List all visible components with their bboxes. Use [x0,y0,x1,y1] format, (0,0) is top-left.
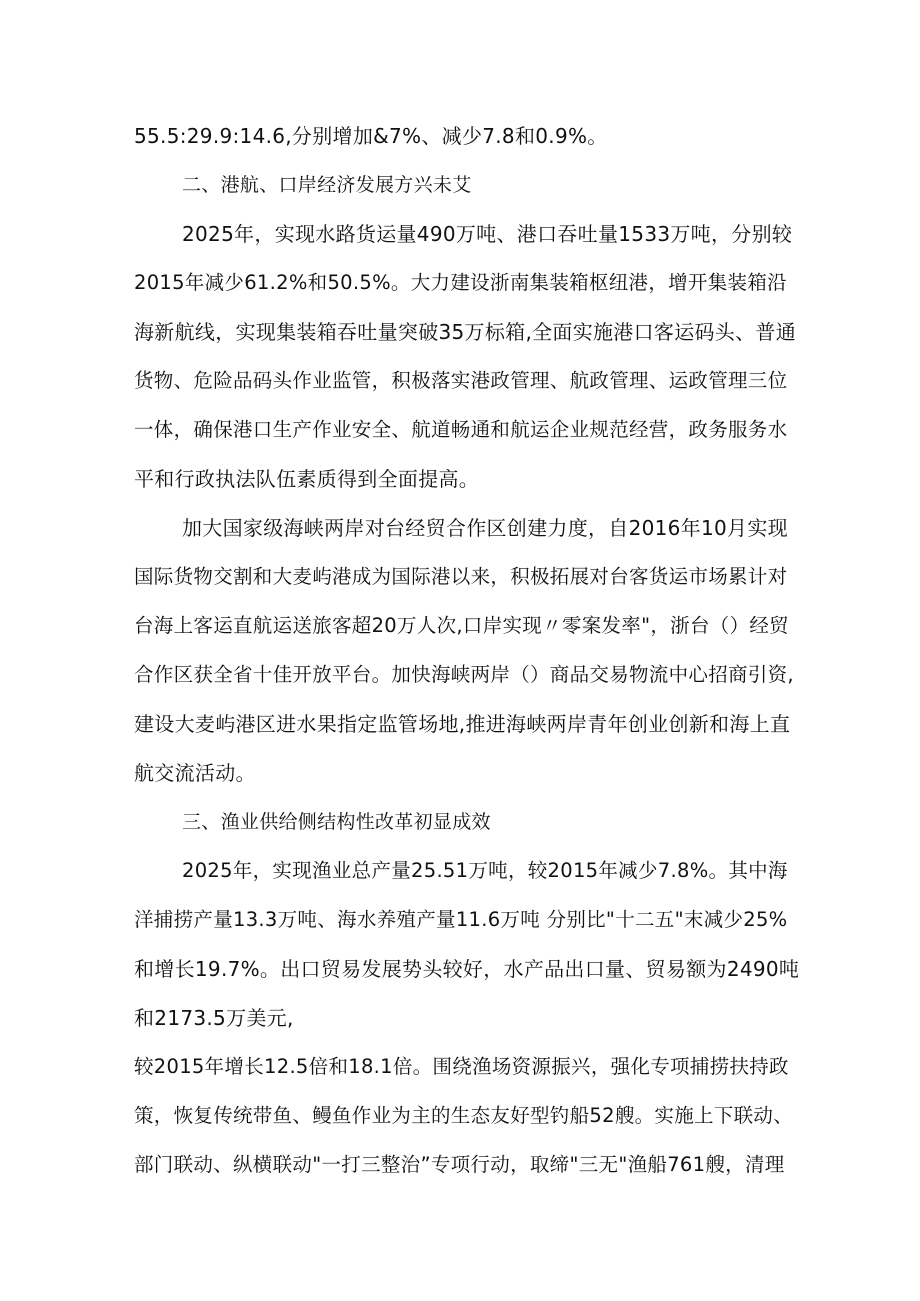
text-line: 建设大麦屿港区进水果指定监管场地,推进海峡两岸青年创业创新和海上直 [134,712,791,736]
text-line: 55.5:29.9:14.6,分别增加&7%、减少7.8和0.9%。 [134,124,608,148]
text-line: 和增长19.7%。出口贸易发展势头较好，水产品出口量、贸易额为2490吨 [134,957,800,981]
text-line: 洋捕捞产量13.3万吨、海水养殖产量11.6万吨 分别比"十二五"末减少25% [134,908,788,931]
section-heading-3: 三、渔业供给侧结构性改革初显成效 [182,811,491,833]
text-line: 国际货物交割和大麦屿港成为国际港以来，积极拓展对台客货运市场累计对 [134,565,788,588]
text-line: 海新航线，实现集装箱吞吐量突破35万标箱,全面实施港口客运码头、普通 [134,320,797,344]
text-line: 2025年，实现水路货运量490万吨、港口吞吐量1533万吨，分别较 [182,222,793,246]
text-line: 货物、危险品码头作业监管，积极落实港政管理、航政管理、运政管理三位 [134,369,788,392]
text-line: 较2015年增长12.5倍和18.1倍。围绕渔场资源振兴，强化专项捕捞扶持政 [134,1055,789,1078]
text-line: 平和行政执法队伍素质得到全面提高。 [134,467,480,491]
text-line: 加大国家级海峡两岸对台经贸合作区创建力度，自2016年10月实现 [182,516,788,540]
text-line: 2025年，实现渔业总产量25.51万吨，较2015年减少7.8%。其中海 [182,859,788,882]
text-line: 合作区获全省十佳开放平台。加快海峡两岸（）商品交易物流中心招商引资, [134,663,794,686]
text-line: 航交流活动。 [134,761,256,785]
text-line: 2015年减少61.2%和50.5%。大力建设浙南集装箱枢纽港，增开集装箱沿 [134,271,787,294]
text-line: 一体，确保港口生产作业安全、航道畅通和航运企业规范经营，政务服务水 [134,418,788,441]
text-line: 策，恢复传统带鱼、鳗鱼作业为主的生态友好型钓船52艘。实施上下联动、 [134,1104,794,1127]
section-heading-2: 二、港航、口岸经济发展方兴未艾 [182,174,472,196]
text-line: 和2173.5万美元, [134,1006,294,1030]
text-line: 部门联动、纵横联动"一打三整治”专项行动，取缔"三无"渔船761艘，清理 [134,1153,785,1176]
text-line: 台海上客运直航运送旅客超20万人次,口岸实现〃零案发率"，浙台（）经贸 [134,614,789,637]
